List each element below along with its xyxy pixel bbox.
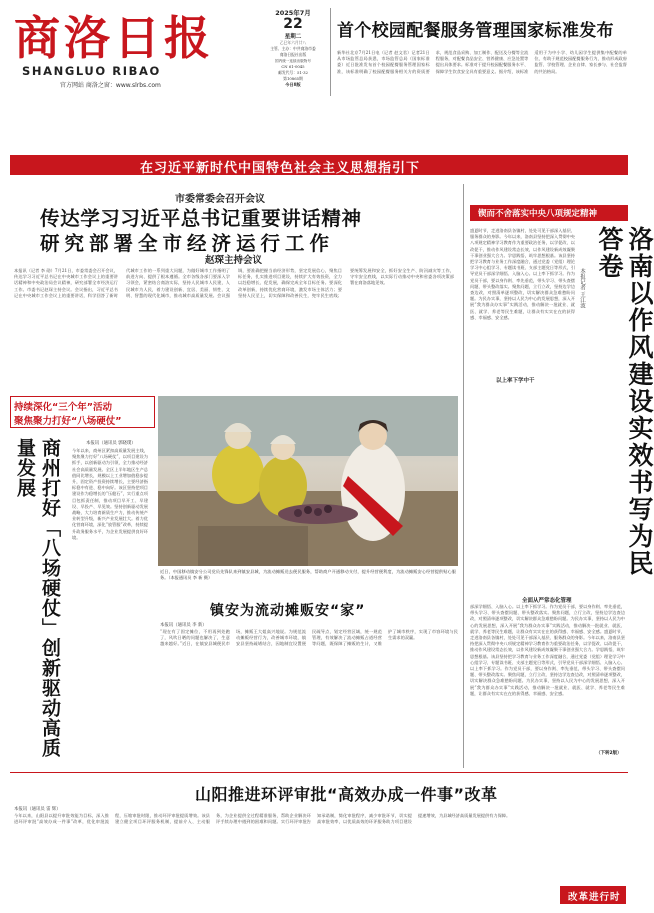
masthead-logo-art bbox=[14, 11, 224, 65]
bottom-headline: 山阳推进环评审批“高效办成一件事”改革 bbox=[195, 785, 498, 804]
issue-lunar: 乙巳年六月廿八 bbox=[279, 40, 307, 45]
side-body-top: 盛夏时节，走进洛南县各镇村，处处可见干部深入基层、服务群众的身影。今年以来，洛南县坚持把深入贯彻中央八项规定精神学习教育作为重要政治任务，以学促改、以改促干，推动作风建设常态长效，以作风建设新成效凝聚干事创业强大合力。学思践悟，筑牢思想根基。该县坚持把学习教育与业务工作深度融合，通过党委（党组）理论学习中心组学习、专题读书班、支部主题党日等形式，引导党员干部深学细悟、入脑入心。以上率下抓学习。作为党员干部，要以身作则、率先垂范，带头学习、带头查摆问题、带头整改落实。聚焦问题，立行立改，坚持边学边查边改，对照清单逐项整改，切实解决群众急难愁盼问题。为民办实事，坚持以人民为中心的发展思想，深入开展“我为群众办实事”实践活动，推动解决一批就业、就医、就学、养老等民生难题，让群众有实实在在的获得感、幸福感、安全感。 bbox=[470, 228, 575, 320]
bottom-rule bbox=[10, 772, 628, 773]
masthead-pinyin: SHANGLUO RIBAO bbox=[22, 64, 161, 78]
lead-kicker: 市委常委会召开会议 bbox=[175, 194, 265, 205]
issue-registration: 商洛日报社出版 bbox=[279, 52, 307, 57]
side-continued: （下转2版） bbox=[596, 751, 622, 756]
bottom-tag-text: 改革进行时 bbox=[568, 892, 621, 903]
lead-body: 本报讯（记者 李 勋）7月21日，市委常委会召开会议，传达学习习近平总书记在中央城市工作会议上的重要讲话精神和中央政治局会议精神，研究部署全市经济运行工作。市委书记赵琛主持会议。会议指出，习近平总书记在中央城市工作会议上的重要讲话，科学回答了新时代城市工作的一系列重大问题，为做好城市工作指明了前进方向、提供了根本遵循。全市各级各部门要深入学习领会，紧密结合商洛实际，坚持人民城市人民建，人民城市为人民，着力建设创新、宜居、美丽、韧性、文明、智慧的现代化城市，推动城市高质量发展。会议强调，要准确把握当前经济形势，坚定发展信心，聚焦目标任务，扎实推进项目建设，持续扩大有效投资，全力以赴稳增长、促发展，确保完成全年目标任务。要深化改革创新，持续优化营商环境，激发市场主体活力；要坚持人民至上，切实保障和改善民生，兜牢民生底线；要统筹发展和安全，抓好安全生产、防汛减灾等工作，守牢安全底线，以实际行动推动中央和省委各项决策部署在商洛落地见效。 bbox=[14, 268, 454, 298]
side-byline: 本报记者 王江波 bbox=[579, 268, 585, 309]
lead-headline-2: 研究部署全市经济运行工作 bbox=[40, 232, 335, 255]
issue-divider bbox=[330, 8, 331, 96]
side-headline: 洛南以作风建设实效书写为民答卷 bbox=[595, 226, 654, 577]
side-subhead-1: 以上率下学中干 bbox=[496, 378, 535, 384]
side-banner-text: 锲而不舍落实中央八项规定精神 bbox=[478, 209, 598, 219]
top-article-body: 新华社北京7月21日电（记者 赵文君）记者21日从市场监管总局获悉，市场监管总局（国家标准委）近日批准发布首个校园配餐服务管理国家标准，该标准明确了校园配餐服务相关方的资质要求，规范食品采购、加工制作、配送及分餐等全流程服务，对配餐食品安全、营养健康、应急处置等提出具体要求。标准对于提升校园配餐服务水平、保障学生饮食安全具有重要意义。据介绍，该标准适用于为中小学、幼儿园学生提供集中配餐的单位，有助于规范校园配餐服务行为，推动形成政府监管、学校管理、企业自律、家长参与、社会监督的共治格局。 bbox=[337, 50, 627, 74]
theme-banner-text: 在习近平新时代中国特色社会主义思想指引下 bbox=[140, 161, 421, 176]
feature-body: 今年以来，商州区紧扣高质量发展主线，聚焦聚力打好“八场硬仗”，以项目建设为抓手，以创新驱动为引领，全力推动经济社会高质量发展。全区上半年地区生产总值同比增长，规模以上工业增加值稳步提升，固定资产投资持续增长，主要经济指标稳中有进、稳中向好。该区坚持把项目建设作为稳增长的“压舱石”，实行重点项目包抓责任制，推动项目早开工、早建设、早投产、早见效。坚持创新驱动发展战略，大力培育新质生产力，推动传统产业转型升级，新兴产业发展壮大。着力优化营商环境，深化“放管服”改革，持续提升政务服务水平，为企业发展提供良好环境。 bbox=[72, 448, 148, 540]
svg-text:商洛日报: 商洛日报 bbox=[14, 11, 214, 65]
masthead-logo bbox=[14, 11, 224, 65]
story2-byline: 本报讯（通讯员 李 新） bbox=[160, 623, 207, 628]
photo bbox=[158, 396, 458, 566]
issue-weekday: 星期二 bbox=[284, 34, 302, 40]
lead-headline-1: 传达学习习近平总书记重要讲话精神 bbox=[40, 207, 362, 230]
bottom-byline: 本报讯（通讯员 雷 辉） bbox=[14, 807, 61, 812]
feature-headline: 商州打好「八场硬仗」创新驱动高质量发展 bbox=[14, 438, 61, 758]
feature-byline: 本报讯（通讯员 郭晓璞） bbox=[86, 441, 136, 446]
issue-post: 邮发代号：51-32 bbox=[278, 70, 308, 75]
issue-year-month: 2025年7月 bbox=[275, 9, 311, 17]
bottom-body: 今年以来，山阳县以提升审批效能为目标，深入推进环评审批“高效办成一件事”改革，优化审批流程，压缩审批时限，推动环评审批提质增效。该县建立健全项目环评服务机制，提前介入、主动服务，为企业提供全过程精准服务，帮助企业解决环评手续办理中遇到的困难和问题。实行环评审批告知承诺制，简化审批程序，减少审批环节，切实提高审批效率，以优质高效的环评服务助力项目建设提速增效，为县域经济高质量发展提供有力保障。 bbox=[14, 813, 511, 825]
top-headline: 首个校园配餐服务管理国家标准发布 bbox=[337, 21, 614, 41]
issue-info bbox=[262, 8, 324, 94]
issue-cn: CN 61-0045 bbox=[281, 64, 305, 69]
side-body-bottom: 部深学细悟、入脑入心。以上率下抓学习。作为党员干部，要以身作则、率先垂范，带头学习、带头查摆问题、带头整改落实。聚焦问题，立行立改，坚持边学边查边改，对照清单逐项整改，切实解决群众急难愁盼问题。为民办实事，坚持以人民为中心的发展思想，深入开展“我为群众办实事”实践活动，推动解决一批就业、就医、就学、养老等民生难题，让群众有实实在在的获得感、幸福感、安全感。盛夏时节，走进洛南县各镇村，处处可见干部深入基层、服务群众的身影。今年以来，洛南县坚持把深入贯彻中央八项规定精神学习教育作为重要政治任务，以学促改、以改促干，推动作风建设常态长效，以作风建设新成效凝聚干事创业强大合力。学思践悟，筑牢思想根基。该县坚持把学习教育与业务工作深度融合，通过党委（党组）理论学习中心组学习、专题读书班、支部主题党日等形式，引导党员干部深学细悟、入脑入心。以上率下抓学习。作为党员干部，要以身作则、率先垂范，带头学习、带头查摆问题、带头整改落实。聚焦问题，立行立改，坚持边学边查边改，对照清单逐项整改，切实解决群众急难愁盼问题。为民办实事，坚持以人民为中心的发展思想，深入开展“我为群众办实事”实践活动，推动解决一批就业、就医、就学、养老等民生难题，让群众有实实在在的获得感、幸福感、安全感。 bbox=[470, 604, 625, 696]
feature-kicker-2: 聚焦聚力打好“八场硬仗” bbox=[14, 416, 122, 427]
photo-scene bbox=[158, 396, 458, 566]
issue-cn-label: 国内统一连续出版物号 bbox=[275, 59, 311, 63]
story2-body: “现在有了固定摊位，不用再到处跑了，风吹日晒的问题也解决了，生意越来越好。”近日，在镇安县城便民市场，摊贩王大姐高兴地说。为规范流动摊贩经营行为，改善城市环境，镇安县坚持疏堵结合，因地制宜设置便民疏导点，划定经营区域，统一规范管理，有效解决了流动摊贩占道经营等问题，既保障了摊贩的生计，又维护了城市秩序，实现了市容环境与民生需求的双赢。 bbox=[160, 629, 458, 647]
masthead-website: 官方网站 商洛之窗：www.slrbs.com bbox=[60, 82, 161, 89]
story2-headline: 镇安为流动摊贩安“家” bbox=[210, 603, 366, 619]
side-divider bbox=[463, 184, 464, 768]
photo-caption: 近日，中国移动镇安分公司党员先锋队来到镇安县城，为流动摊贩送去便民服务，帮助商户开通移动支付，提升经营便利度，为流动摊贩安心经营提供贴心服务。（本报通讯员 李 新 摄） bbox=[160, 569, 456, 581]
lead-subhead: 赵琛主持会议 bbox=[205, 255, 263, 266]
feature-kicker-1: 持续深化“三个年”活动 bbox=[14, 402, 112, 413]
issue-pages: 今日8版 bbox=[285, 82, 301, 87]
issue-serial: 第10865期 bbox=[283, 76, 303, 81]
side-subhead-2: 全面从严常态化管理 bbox=[522, 598, 572, 604]
issue-publisher: 主管、主办：中共商洛市委 bbox=[270, 46, 316, 51]
issue-day: 22 bbox=[283, 16, 303, 32]
